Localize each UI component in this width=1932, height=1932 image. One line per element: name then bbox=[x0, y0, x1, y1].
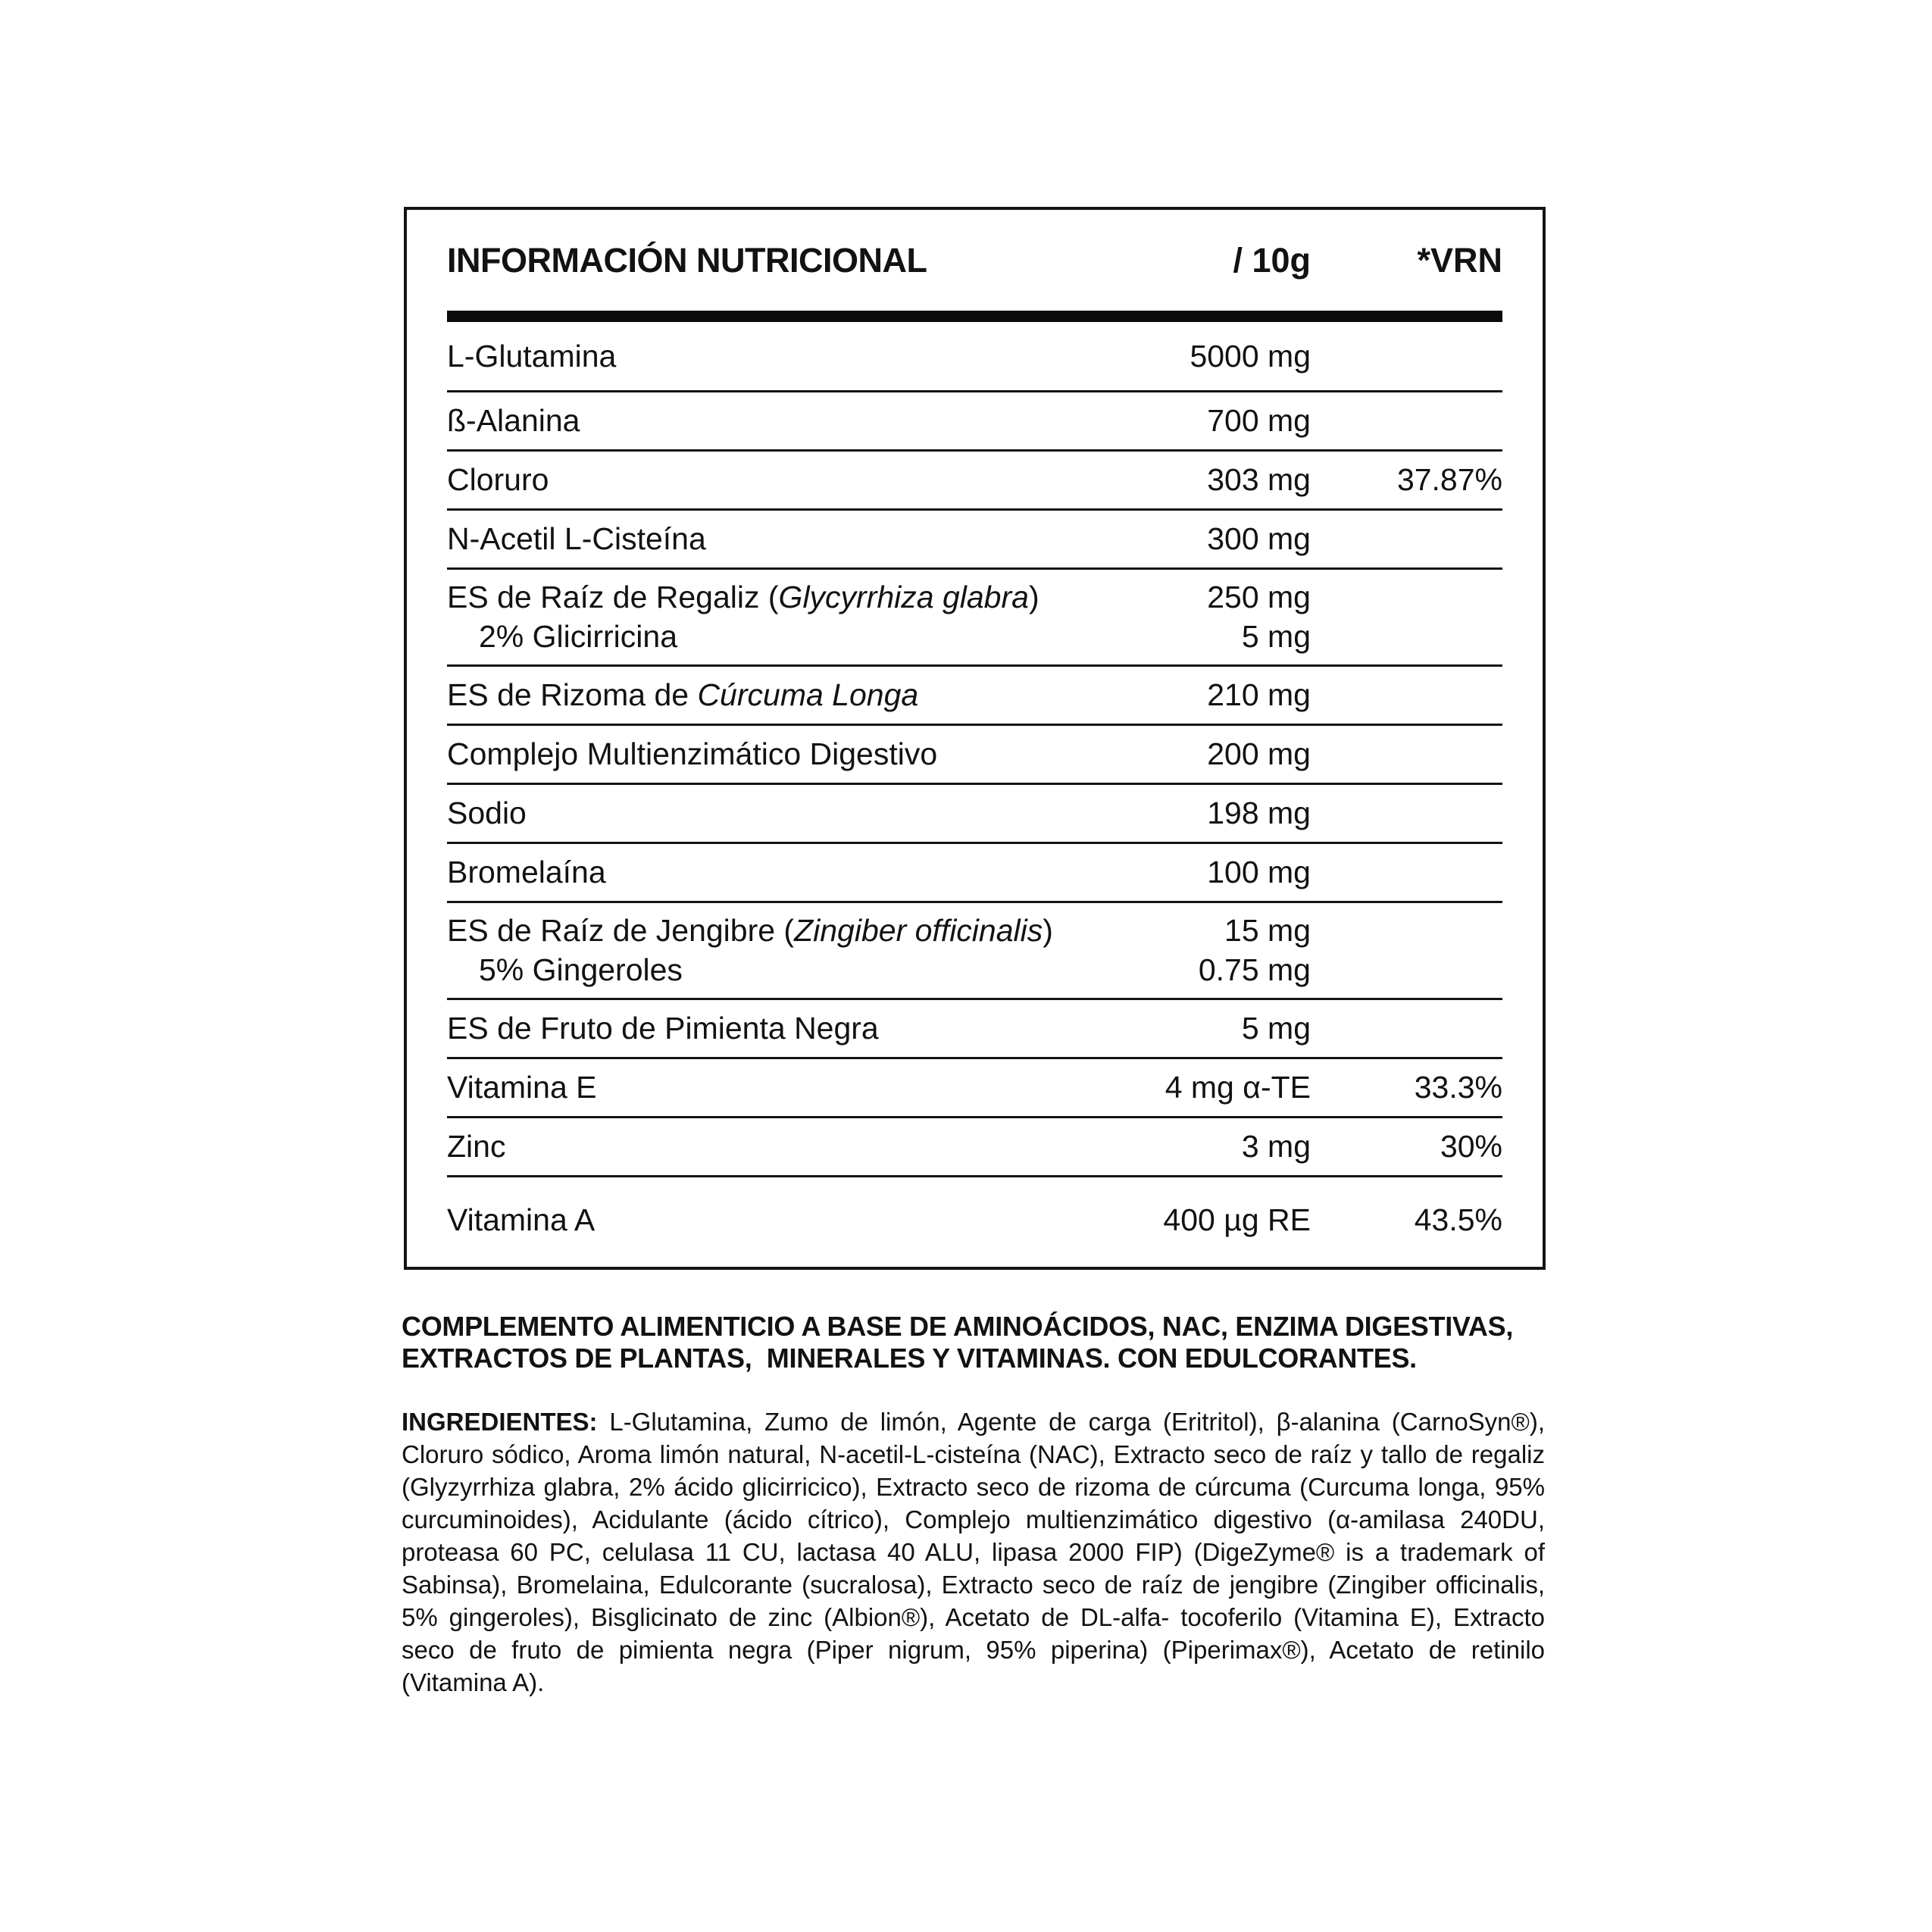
nutrient-name-text: Complejo Multienzimático Digestivo bbox=[447, 736, 938, 771]
table-row bbox=[447, 511, 1502, 570]
ingredients-text: L-Glutamina, Zumo de limón, Agente de carga (Eritritol), β-alanina (CarnoSyn®), Cloruro sódico, Aroma limón natural, N-acetil-L-cisteína (NAC), Extracto seco de raíz y tallo de regaliz (Glyzyrrhiza glabra, 2% ácido glicirricico), Extracto seco de rizoma de cúrcuma (Curcuma longa, 95% curcuminoides), Acidulante (ácido cítrico), Complejo multienzimático digestivo (α-amilasa 240DU, proteasa 60 PC, celulasa 11 CU, lactasa 40 ALU, lipasa 2000 FIP) (DigeZyme® is a trademark of Sabinsa), Bromelaina, Edulcorante (sucralosa), Extracto seco de raíz de jengibre (Zingiber officinalis, 5% gingeroles), Bisglicinato de zinc (Albion®), Acetato de DL-alfa- tocoferilo (Vitamina E), Extracto seco de fruto de pimienta negra (Piper nigrum, 95% piperina) (Piperimax®), Acetato de retinilo (Vitamina A). bbox=[402, 1408, 1546, 1696]
nutrient-name-text: ES de Rizoma de bbox=[447, 677, 698, 712]
nutrient-name bbox=[447, 1070, 1121, 1105]
table-row-line bbox=[447, 578, 1502, 617]
nutrient-name-text: Zinc bbox=[447, 1129, 506, 1164]
nutrient-name bbox=[447, 796, 1121, 831]
table-subrow-line bbox=[447, 617, 1502, 657]
nutrient-name-text: ES de Fruto de Pimienta Negra bbox=[447, 1011, 879, 1046]
nutrient-name-italic: Zingiber officinalis bbox=[794, 913, 1043, 948]
nutrient-amount: 210 mg bbox=[1207, 677, 1311, 712]
nutrient-name bbox=[447, 736, 1121, 772]
nutrient-amount: 300 mg bbox=[1207, 521, 1311, 556]
nutrient-amount: 700 mg bbox=[1207, 403, 1311, 438]
table-row-line bbox=[447, 520, 1502, 559]
nutrient-amount: 200 mg bbox=[1207, 736, 1311, 771]
nutrient-amount: 3 mg bbox=[1241, 1129, 1311, 1164]
table-subrow-line bbox=[447, 951, 1502, 990]
table-row bbox=[447, 1000, 1502, 1059]
nutrient-name bbox=[447, 339, 1121, 374]
table-row bbox=[447, 1177, 1502, 1262]
nutrient-amount: 4 mg α-TE bbox=[1165, 1070, 1311, 1105]
table-row bbox=[447, 726, 1502, 785]
nutrient-name bbox=[447, 1202, 1121, 1238]
table-row bbox=[447, 844, 1502, 903]
nutrient-amount: 400 µg RE bbox=[1163, 1202, 1311, 1237]
nutrient-name-text: Bromelaína bbox=[447, 855, 606, 889]
nutrient-subname: 2% Glicirricina bbox=[479, 619, 677, 654]
product-claim-line: EXTRACTOS DE PLANTAS, MINERALES Y VITAMINAS. CON EDULCORANTES. bbox=[402, 1343, 1417, 1374]
table-row-line bbox=[447, 1200, 1502, 1240]
nutrient-name-text: N-Acetil L-Cisteína bbox=[447, 521, 706, 556]
table-row bbox=[447, 1059, 1502, 1118]
nutrition-facts-table bbox=[404, 207, 1546, 1270]
table-header bbox=[447, 210, 1502, 311]
table-row-line bbox=[447, 336, 1502, 376]
nutrient-amount: 303 mg bbox=[1207, 462, 1311, 497]
ingredients-label: INGREDIENTES: bbox=[402, 1408, 598, 1436]
nutrient-name-text: ß-Alanina bbox=[447, 403, 580, 438]
nutrient-name-italic: Cúrcuma Longa bbox=[697, 677, 919, 712]
nutrient-name bbox=[447, 521, 1121, 557]
table-row bbox=[447, 785, 1502, 844]
nutrient-amount: 15 mg bbox=[1224, 913, 1311, 948]
nutrient-name bbox=[447, 913, 1121, 949]
table-row bbox=[447, 392, 1502, 452]
nutrient-name bbox=[447, 462, 1121, 498]
nutrient-name-text: Vitamina A bbox=[447, 1202, 596, 1237]
ingredients-paragraph bbox=[402, 1405, 1545, 1699]
nutrient-subamount: 5 mg bbox=[1241, 619, 1311, 654]
table-row bbox=[447, 570, 1502, 667]
table-row-line bbox=[447, 402, 1502, 441]
table-row-line bbox=[447, 911, 1502, 951]
table-row-line bbox=[447, 794, 1502, 833]
nutrient-subamount: 0.75 mg bbox=[1198, 952, 1311, 987]
nutrient-name-suffix: ) bbox=[1028, 580, 1039, 614]
nutrient-name-italic: Glycyrrhiza glabra bbox=[778, 580, 1029, 614]
table-row-line bbox=[447, 676, 1502, 715]
product-claim bbox=[402, 1311, 1546, 1374]
table-row-line bbox=[447, 1127, 1502, 1167]
table-row bbox=[447, 322, 1502, 392]
product-claim-line: COMPLEMENTO ALIMENTICIO A BASE DE AMINOÁCIDOS, NAC, ENZIMA DIGESTIVAS, bbox=[402, 1311, 1514, 1342]
table-row bbox=[447, 903, 1502, 1000]
nutrient-vrn: 37.87% bbox=[1396, 462, 1502, 497]
nutrient-name-text: Cloruro bbox=[447, 462, 549, 497]
nutrient-vrn: 30% bbox=[1440, 1129, 1502, 1164]
nutrient-name-text: ES de Raíz de Jengibre ( bbox=[447, 913, 795, 948]
nutrient-name bbox=[447, 1129, 1121, 1165]
nutrient-vrn: 33.3% bbox=[1414, 1070, 1502, 1105]
table-row-line bbox=[447, 461, 1502, 500]
nutrient-name bbox=[447, 855, 1121, 890]
table-row-line bbox=[447, 1009, 1502, 1049]
nutrient-name-text: Sodio bbox=[447, 796, 527, 830]
table-row bbox=[447, 452, 1502, 511]
table-body bbox=[447, 322, 1502, 1267]
nutrient-amount: 5000 mg bbox=[1190, 338, 1311, 374]
table-title: INFORMACIÓN NUTRICIONAL bbox=[447, 240, 927, 280]
nutrient-vrn: 43.5% bbox=[1414, 1202, 1502, 1237]
nutrient-name-text: Vitamina E bbox=[447, 1070, 597, 1105]
nutrient-subname: 5% Gingeroles bbox=[479, 952, 683, 987]
per-serving-column-header: / 10g bbox=[1233, 240, 1311, 280]
nutrient-amount: 250 mg bbox=[1207, 580, 1311, 614]
table-row-line bbox=[447, 853, 1502, 893]
header-divider-bar bbox=[447, 311, 1502, 322]
nutrient-name bbox=[447, 403, 1121, 439]
vrn-column-header: *VRN bbox=[1417, 240, 1502, 280]
nutrient-amount: 198 mg bbox=[1207, 796, 1311, 830]
nutrient-name-text: L-Glutamina bbox=[447, 338, 617, 374]
nutrient-name bbox=[447, 580, 1121, 615]
nutrient-name-text: ES de Raíz de Regaliz ( bbox=[447, 580, 779, 614]
table-row-line bbox=[447, 1068, 1502, 1108]
table-row bbox=[447, 667, 1502, 726]
nutrient-name bbox=[447, 677, 1121, 713]
table-row bbox=[447, 1118, 1502, 1177]
nutrient-amount: 5 mg bbox=[1241, 1011, 1311, 1046]
table-row-line bbox=[447, 735, 1502, 774]
nutrient-name bbox=[447, 1011, 1121, 1046]
nutrient-amount: 100 mg bbox=[1207, 855, 1311, 889]
nutrient-name-suffix: ) bbox=[1043, 913, 1053, 948]
